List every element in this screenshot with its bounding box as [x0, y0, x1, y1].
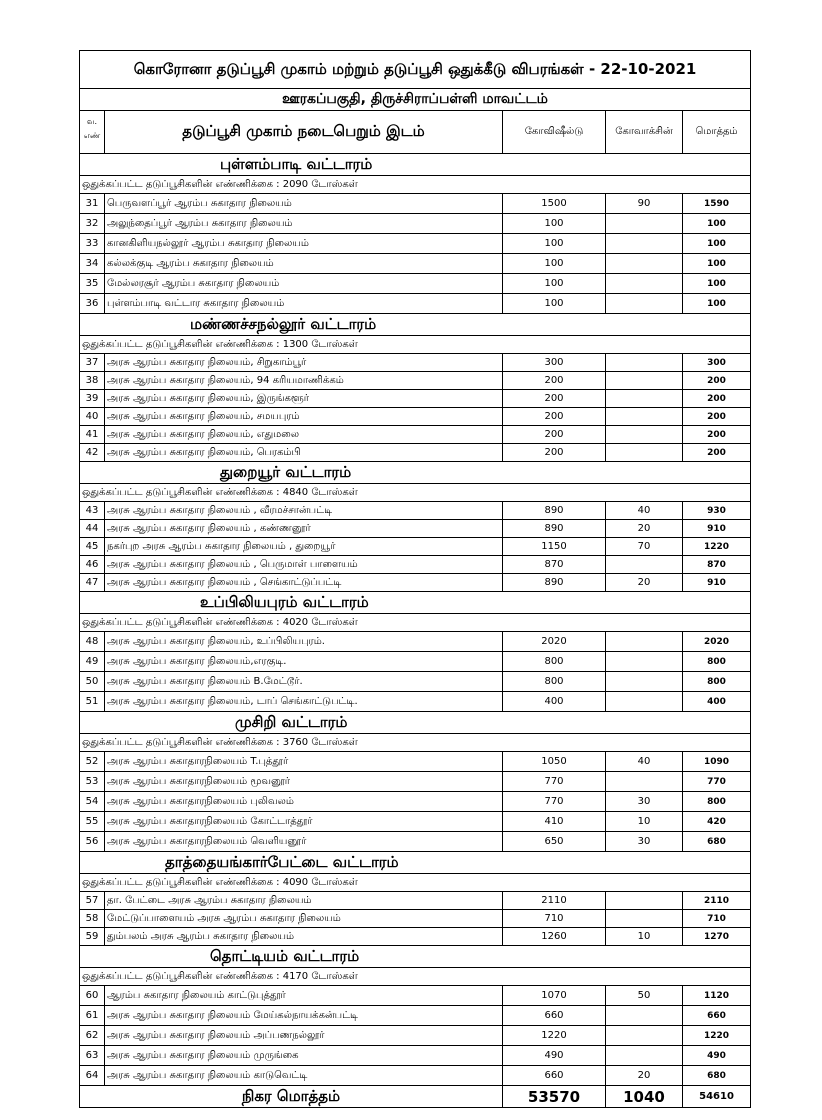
row-total: 1120: [683, 986, 751, 1006]
block-name: தாத்தையங்கார்பேட்டை வட்டாரம்: [80, 852, 751, 874]
serial-number: 43: [80, 502, 105, 520]
table-row: [80, 812, 751, 832]
covishield-count: 300: [503, 354, 606, 372]
serial-number: 64: [80, 1066, 105, 1086]
covishield-count: 870: [503, 556, 606, 574]
table-row: [80, 294, 751, 314]
row-total: 800: [683, 672, 751, 692]
camp-place: அரசு ஆரம்ப சுகாதார நிலையம், உப்பிலியபுரம்.: [105, 632, 503, 652]
camp-place: தும்பலம் அரசு ஆரம்ப சுகாதார நிலையம்: [105, 928, 503, 946]
serial-number: 33: [80, 234, 105, 254]
serial-number: 47: [80, 574, 105, 592]
serial-number: 39: [80, 390, 105, 408]
allocated-doses: ஒதுக்கப்பட்ட தடுப்பூசிகளின் எண்ணிக்கை : 3760 டோஸ்கள்: [80, 734, 751, 752]
covishield-count: 400: [503, 692, 606, 712]
table-row: [80, 372, 751, 390]
serial-number: 49: [80, 652, 105, 672]
block-name: உப்பிலியபுரம் வட்டாரம்: [80, 592, 751, 614]
table-row: [80, 444, 751, 462]
camp-place: அரசு ஆரம்ப சுகாதார நிலையம், பெரகம்பி: [105, 444, 503, 462]
table-row: [80, 520, 751, 538]
row-total: 1270: [683, 928, 751, 946]
camp-place: அரசு ஆரம்ப சுகாதார நிலையம், டாப் செங்காட்டுபட்டி.: [105, 692, 503, 712]
covaxin-count: 30: [606, 792, 683, 812]
covaxin-count: [606, 1046, 683, 1066]
block-header-row: [80, 154, 751, 176]
covishield-count: 200: [503, 390, 606, 408]
table-row: [80, 194, 751, 214]
block-name: துறையூர் வட்டாரம்: [80, 462, 751, 484]
table-row: [80, 254, 751, 274]
table-row: [80, 538, 751, 556]
covishield-count: 2110: [503, 892, 606, 910]
camp-place: அரசு ஆரம்ப சுகாதார நிலையம், இருங்களூர்: [105, 390, 503, 408]
camp-place: அரசு ஆரம்ப சுகாதார நிலையம் மேய்கல்நாயக்கன்பட்டி: [105, 1006, 503, 1026]
row-total: 100: [683, 234, 751, 254]
covaxin-count: 40: [606, 752, 683, 772]
covishield-count: 650: [503, 832, 606, 852]
covaxin-count: 90: [606, 194, 683, 214]
allocated-doses: ஒதுக்கப்பட்ட தடுப்பூசிகளின் எண்ணிக்கை : 2090 டோஸ்கள்: [80, 176, 751, 194]
serial-number: 62: [80, 1026, 105, 1046]
serial-number: 58: [80, 910, 105, 928]
covaxin-count: [606, 910, 683, 928]
camp-place: அரசு ஆரம்ப சுகாதாரநிலையம் T.புத்தூர்: [105, 752, 503, 772]
camp-place: அரசு ஆரம்ப சுகாதார நிலையம் அப்பணநல்லூர்: [105, 1026, 503, 1046]
row-total: 1090: [683, 752, 751, 772]
table-row: [80, 772, 751, 792]
table-row: [80, 928, 751, 946]
row-total: 770: [683, 772, 751, 792]
covaxin-count: [606, 692, 683, 712]
camp-place: அரசு ஆரம்ப சுகாதார நிலையம் , வீரமச்சான்பட்டி: [105, 502, 503, 520]
camp-place: அரசு ஆரம்ப சுகாதார நிலையம் காடுவெட்டி: [105, 1066, 503, 1086]
block-header-row: [80, 712, 751, 734]
serial-number: 35: [80, 274, 105, 294]
camp-place: அரசு ஆரம்ப சுகாதார நிலையம், சமயபுரம்: [105, 408, 503, 426]
serial-number: 46: [80, 556, 105, 574]
row-total: 1220: [683, 1026, 751, 1046]
camp-place: அலுந்தைப்பூர் ஆரம்ப சுகாதார நிலையம்: [105, 214, 503, 234]
covaxin-count: [606, 652, 683, 672]
covishield-count: 800: [503, 672, 606, 692]
camp-place: புள்ளம்பாடி வட்டார சுகாதார நிலையம்: [105, 294, 503, 314]
serial-number: 56: [80, 832, 105, 852]
camp-place: பெருவளப்பூர் ஆரம்ப சுகாதார நிலையம்: [105, 194, 503, 214]
covaxin-count: [606, 772, 683, 792]
covishield-count: 200: [503, 372, 606, 390]
covaxin-count: [606, 274, 683, 294]
camp-place: அரசு ஆரம்ப சுகாதார நிலையம்,எரகுடி.: [105, 652, 503, 672]
covishield-count: 200: [503, 426, 606, 444]
covaxin-count: 50: [606, 986, 683, 1006]
covishield-count: 100: [503, 294, 606, 314]
allocated-doses: ஒதுக்கப்பட்ட தடுப்பூசிகளின் எண்ணிக்கை : 4170 டோஸ்கள்: [80, 968, 751, 986]
allocated-doses-row: [80, 968, 751, 986]
row-total: 200: [683, 408, 751, 426]
header-serial-number: வ. எண்: [80, 111, 105, 154]
covaxin-count: [606, 390, 683, 408]
covishield-count: 100: [503, 234, 606, 254]
row-total: 680: [683, 1066, 751, 1086]
covaxin-count: [606, 892, 683, 910]
allocated-doses-row: [80, 734, 751, 752]
covishield-count: 1070: [503, 986, 606, 1006]
covaxin-count: [606, 672, 683, 692]
camp-place: அரசு ஆரம்ப சுகாதாரநிலையம் வெளியனூர்: [105, 832, 503, 852]
covaxin-count: [606, 214, 683, 234]
table-row: [80, 214, 751, 234]
allocated-doses: ஒதுக்கப்பட்ட தடுப்பூசிகளின் எண்ணிக்கை : 4020 டோஸ்கள்: [80, 614, 751, 632]
table-row: [80, 832, 751, 852]
table-row: [80, 752, 751, 772]
covishield-count: 100: [503, 254, 606, 274]
allocated-doses-row: [80, 336, 751, 354]
serial-number: 50: [80, 672, 105, 692]
allocated-doses-row: [80, 614, 751, 632]
serial-number: 63: [80, 1046, 105, 1066]
row-total: 2020: [683, 632, 751, 652]
serial-number: 61: [80, 1006, 105, 1026]
table-row: [80, 792, 751, 812]
row-total: 420: [683, 812, 751, 832]
grand-total-covaxin: 1040: [606, 1086, 683, 1108]
covishield-count: 200: [503, 444, 606, 462]
table-row: [80, 652, 751, 672]
covaxin-count: [606, 1006, 683, 1026]
camp-place: அரசு ஆரம்ப சுகாதார நிலையம், சிறுகாம்பூர்: [105, 354, 503, 372]
block-header-row: [80, 462, 751, 484]
covishield-count: 1500: [503, 194, 606, 214]
camp-place: கானகிளியநல்லூர் ஆரம்ப சுகாதார நிலையம்: [105, 234, 503, 254]
row-total: 200: [683, 372, 751, 390]
document-subtitle: ஊரகப்பகுதி, திருச்சிராப்பள்ளி மாவட்டம்: [80, 89, 751, 111]
row-total: 200: [683, 390, 751, 408]
covaxin-count: [606, 294, 683, 314]
serial-number: 48: [80, 632, 105, 652]
covaxin-count: [606, 254, 683, 274]
camp-place: தா. பேட்டை அரசு ஆரம்ப சுகாதார நிலையம்: [105, 892, 503, 910]
table-row: [80, 692, 751, 712]
serial-number: 32: [80, 214, 105, 234]
covaxin-count: [606, 426, 683, 444]
covaxin-count: [606, 444, 683, 462]
row-total: 870: [683, 556, 751, 574]
block-name: முசிறி வட்டாரம்: [80, 712, 751, 734]
row-total: 100: [683, 254, 751, 274]
table-row: [80, 354, 751, 372]
serial-number: 31: [80, 194, 105, 214]
covaxin-count: [606, 408, 683, 426]
table-row: [80, 1026, 751, 1046]
row-total: 300: [683, 354, 751, 372]
table-row: [80, 1046, 751, 1066]
camp-place: அரசு ஆரம்ப சுகாதார நிலையம் , பெருமாள் பாளையம்: [105, 556, 503, 574]
header-covaxin: கோவாக்சின்: [606, 111, 683, 154]
covishield-count: 1220: [503, 1026, 606, 1046]
serial-number: 53: [80, 772, 105, 792]
camp-place: அரசு ஆரம்ப சுகாதாரநிலையம் புலிவலம்: [105, 792, 503, 812]
covishield-count: 890: [503, 520, 606, 538]
grand-total-covishield: 53570: [503, 1086, 606, 1108]
allocated-doses: ஒதுக்கப்பட்ட தடுப்பூசிகளின் எண்ணிக்கை : 4090 டோஸ்கள்: [80, 874, 751, 892]
row-total: 910: [683, 574, 751, 592]
row-total: 100: [683, 294, 751, 314]
vaccination-table: [79, 50, 751, 1108]
table-row: [80, 1006, 751, 1026]
covishield-count: 770: [503, 792, 606, 812]
row-total: 200: [683, 426, 751, 444]
serial-number: 51: [80, 692, 105, 712]
allocated-doses: ஒதுக்கப்பட்ட தடுப்பூசிகளின் எண்ணிக்கை : 1300 டோஸ்கள்: [80, 336, 751, 354]
table-row: [80, 556, 751, 574]
covishield-count: 410: [503, 812, 606, 832]
covishield-count: 490: [503, 1046, 606, 1066]
serial-number: 45: [80, 538, 105, 556]
camp-place: நகர்புற அரசு ஆரம்ப சுகாதார நிலையம் , துறையூர்: [105, 538, 503, 556]
block-header-row: [80, 592, 751, 614]
block-header-row: [80, 946, 751, 968]
covaxin-count: 10: [606, 812, 683, 832]
table-row: [80, 986, 751, 1006]
table-row: [80, 502, 751, 520]
covishield-count: 100: [503, 274, 606, 294]
row-total: 680: [683, 832, 751, 852]
block-header-row: [80, 314, 751, 336]
allocated-doses-row: [80, 484, 751, 502]
row-total: 200: [683, 444, 751, 462]
table-row: [80, 672, 751, 692]
covishield-count: 1260: [503, 928, 606, 946]
serial-number: 52: [80, 752, 105, 772]
covaxin-count: [606, 354, 683, 372]
covishield-count: 660: [503, 1006, 606, 1026]
title-row: [80, 51, 751, 89]
row-total: 100: [683, 214, 751, 234]
header-total: மொத்தம்: [683, 111, 751, 154]
camp-place: அரசு ஆரம்ப சுகாதார நிலையம் , செங்காட்டுப்பட்டி: [105, 574, 503, 592]
covishield-count: 200: [503, 408, 606, 426]
covaxin-count: 70: [606, 538, 683, 556]
covishield-count: 660: [503, 1066, 606, 1086]
table-row: [80, 390, 751, 408]
serial-number: 37: [80, 354, 105, 372]
covaxin-count: [606, 372, 683, 390]
serial-number: 40: [80, 408, 105, 426]
row-total: 2110: [683, 892, 751, 910]
serial-number: 36: [80, 294, 105, 314]
covishield-count: 770: [503, 772, 606, 792]
covaxin-count: [606, 1026, 683, 1046]
covaxin-count: [606, 632, 683, 652]
camp-place: அரசு ஆரம்ப சுகாதாரநிலையம் மூவனூர்: [105, 772, 503, 792]
serial-number: 42: [80, 444, 105, 462]
block-name: மண்ணச்சநல்லூர் வட்டாரம்: [80, 314, 751, 336]
camp-place: அரசு ஆரம்ப சுகாதாரநிலையம் கோட்டாத்தூர்: [105, 812, 503, 832]
camp-place: ஆரம்ப சுகாதார நிலையம் காட்டுபுத்தூர்: [105, 986, 503, 1006]
covishield-count: 2020: [503, 632, 606, 652]
row-total: 910: [683, 520, 751, 538]
serial-number: 57: [80, 892, 105, 910]
row-total: 710: [683, 910, 751, 928]
covishield-count: 800: [503, 652, 606, 672]
covaxin-count: 20: [606, 1066, 683, 1086]
header-row: [80, 111, 751, 154]
row-total: 1220: [683, 538, 751, 556]
table-row: [80, 274, 751, 294]
covaxin-count: [606, 556, 683, 574]
camp-place: மேட்டுப்பாளையம் அரசு ஆரம்ப சுகாதார நிலையம்: [105, 910, 503, 928]
serial-number: 54: [80, 792, 105, 812]
serial-number: 60: [80, 986, 105, 1006]
covaxin-count: 20: [606, 520, 683, 538]
row-total: 1590: [683, 194, 751, 214]
camp-place: அரசு ஆரம்ப சுகாதார நிலையம் முருங்கை: [105, 1046, 503, 1066]
serial-number: 44: [80, 520, 105, 538]
table-row: [80, 910, 751, 928]
covaxin-count: 40: [606, 502, 683, 520]
covishield-count: 1150: [503, 538, 606, 556]
row-total: 400: [683, 692, 751, 712]
block-header-row: [80, 852, 751, 874]
serial-number: 38: [80, 372, 105, 390]
block-name: தொட்டியம் வட்டாரம்: [80, 946, 751, 968]
serial-number: 34: [80, 254, 105, 274]
table-row: [80, 632, 751, 652]
covishield-count: 1050: [503, 752, 606, 772]
serial-number: 55: [80, 812, 105, 832]
block-name: புள்ளம்பாடி வட்டாரம்: [80, 154, 751, 176]
document-title: கொரோனா தடுப்பூசி முகாம் மற்றும் தடுப்பூசி ஒதுக்கீடு விபரங்கள் - 22-10-2021: [80, 51, 751, 89]
covaxin-count: 20: [606, 574, 683, 592]
covishield-count: 100: [503, 214, 606, 234]
camp-place: அரசு ஆரம்ப சுகாதார நிலையம், எதுமலை: [105, 426, 503, 444]
table-row: [80, 234, 751, 254]
covishield-count: 890: [503, 502, 606, 520]
camp-place: அரசு ஆரம்ப சுகாதார நிலையம் , கண்ணனூர்: [105, 520, 503, 538]
covaxin-count: 10: [606, 928, 683, 946]
camp-place: அரசு ஆரம்ப சுகாதார நிலையம், 94 கரியமாணிக்கம்: [105, 372, 503, 390]
grand-total-row: [80, 1086, 751, 1108]
covishield-count: 710: [503, 910, 606, 928]
camp-place: மேல்லரசூர் ஆரம்ப சுகாதார நிலையம்: [105, 274, 503, 294]
row-total: 660: [683, 1006, 751, 1026]
subtitle-row: [80, 89, 751, 111]
serial-number: 41: [80, 426, 105, 444]
covaxin-count: [606, 234, 683, 254]
table-row: [80, 426, 751, 444]
row-total: 800: [683, 792, 751, 812]
grand-total-label: நிகர மொத்தம்: [80, 1086, 503, 1108]
covaxin-count: 30: [606, 832, 683, 852]
table-row: [80, 1066, 751, 1086]
table-row: [80, 892, 751, 910]
covishield-count: 890: [503, 574, 606, 592]
serial-number: 59: [80, 928, 105, 946]
header-place: தடுப்பூசி முகாம் நடைபெறும் இடம்: [105, 111, 503, 154]
row-total: 930: [683, 502, 751, 520]
row-total: 100: [683, 274, 751, 294]
table-row: [80, 408, 751, 426]
header-covishield: கோவிஷீல்டு: [503, 111, 606, 154]
allocated-doses-row: [80, 874, 751, 892]
camp-place: அரசு ஆரம்ப சுகாதார நிலையம் B.மேட்டூர்.: [105, 672, 503, 692]
camp-place: கல்லக்குடி ஆரம்ப சுகாதார நிலையம்: [105, 254, 503, 274]
allocated-doses-row: [80, 176, 751, 194]
row-total: 490: [683, 1046, 751, 1066]
table-row: [80, 574, 751, 592]
grand-total-sum: 54610: [683, 1086, 751, 1108]
allocated-doses: ஒதுக்கப்பட்ட தடுப்பூசிகளின் எண்ணிக்கை : 4840 டோஸ்கள்: [80, 484, 751, 502]
row-total: 800: [683, 652, 751, 672]
